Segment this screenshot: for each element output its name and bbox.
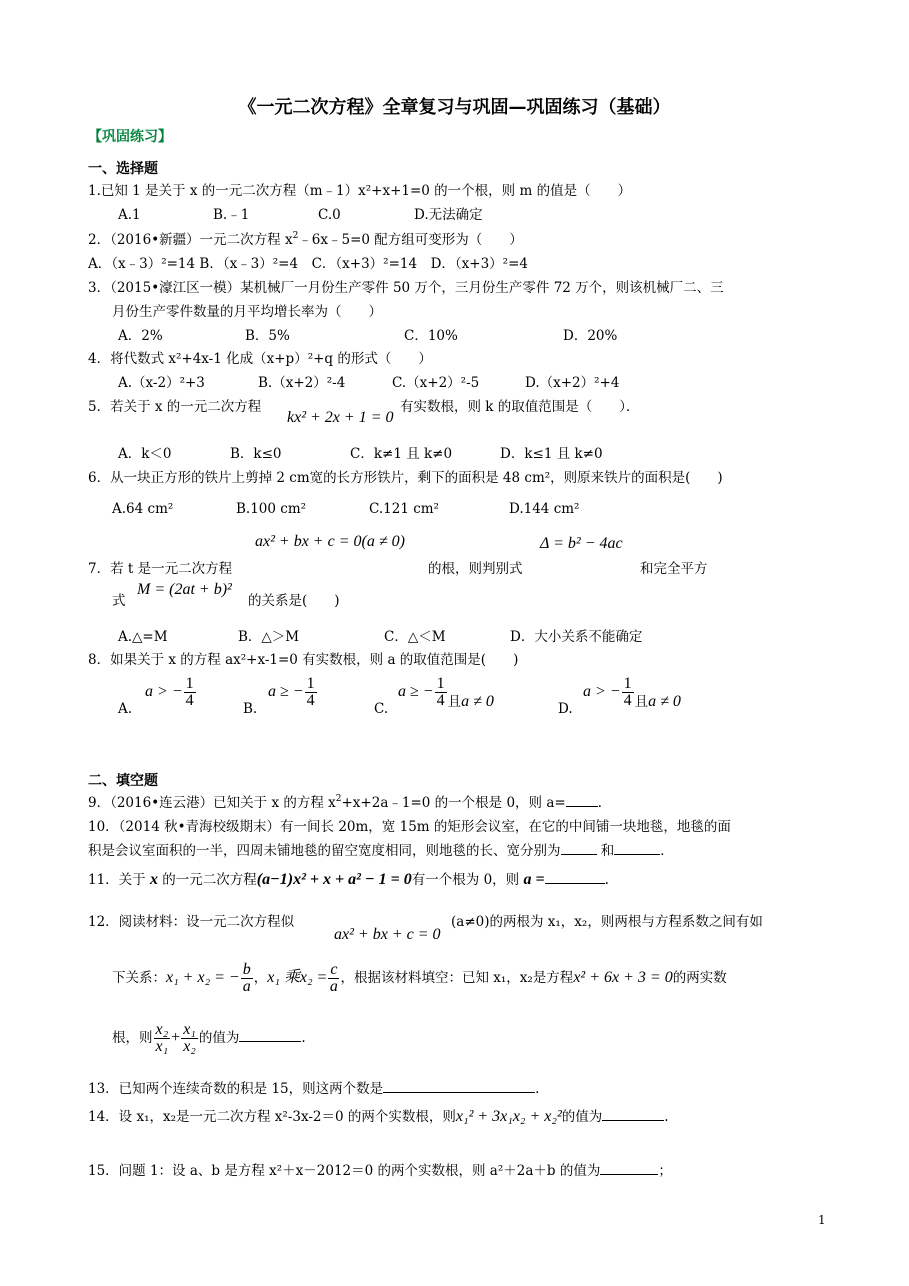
q8-option-a-math: a > − $\frac{1}{4}$: [145, 675, 194, 709]
question-5-post: 有实数根，则 k 的取值范围是（ ）．: [400, 399, 640, 415]
q14-answer-blank[interactable]: [602, 1108, 664, 1121]
q5-equation: kx² + 2x + 1 = 0: [287, 409, 394, 426]
q15-answer-blank[interactable]: [600, 1162, 658, 1175]
q10-answer-blank-length[interactable]: [561, 842, 597, 855]
question-8-stem: 8．如果关于 x 的方程 ax²+x-1=0 有实数根，则 a 的取值范围是( ): [88, 652, 519, 668]
question-10-line1: 10．（2014 秋•青海校级期末）有一间长 20m，宽 15m 的矩形会议室，在它的中间铺一块地毯，地毯的面: [88, 819, 731, 835]
q4-option-c: C.（x+2）²-5: [392, 375, 480, 391]
q8-option-a-label: A.: [118, 701, 133, 717]
q4-option-a: A.（x-2）²+3: [118, 375, 205, 391]
q11-equation: (a−1)x² + x + a² − 1 = 0: [256, 871, 412, 888]
question-7-line2-pre: 式: [112, 593, 126, 609]
question-5-pre: 5．若关于 x 的一元二次方程: [88, 399, 262, 415]
question-12-post: (a≠0)的两根为 x₁，x₂，则两根与方程系数之间有如: [451, 914, 763, 930]
q8-option-b-label: B.: [243, 701, 258, 717]
q8-option-d-label: D.: [558, 701, 573, 717]
q9-answer-blank[interactable]: [566, 794, 598, 807]
q7-equation: ax² + bx + c = 0(a ≠ 0): [255, 533, 405, 550]
q11-answer-blank[interactable]: [545, 871, 605, 884]
q12-answer-blank[interactable]: [239, 1029, 301, 1042]
question-7-post: 和完全平方: [640, 561, 708, 577]
question-6-stem: 6．从一块正方形的铁片上剪掉 2 cm宽的长方形铁片，剩下的面积是 48 cm²，则原来铁片的面积是( ): [88, 470, 723, 486]
q5-option-d: D．k≤1 且 k≠0: [500, 446, 603, 462]
page-title: 《一元二次方程》全章复习与巩固—巩固练习（基础）: [238, 97, 671, 118]
q8-option-c-math: a ≥ − $\frac{1}{4}$ 且a ≠ 0: [398, 675, 494, 710]
question-4-stem: 4．将代数式 x²+4x-1 化成（x+p）²+q 的形式（ ）: [88, 351, 432, 367]
q1-option-b: B.﹣1: [213, 207, 250, 223]
question-14: 14．设 x₁，x₂是一元二次方程 x²-3x-2＝0 的两个实数根，则x₁² + 3x₁x₂ + x₂²的值为 .: [88, 1108, 669, 1125]
question-15: 15．问题 1：设 a、b 是方程 x²＋x－2012＝0 的两个实数根，则 a²＋2a＋b 的值为 ；: [88, 1163, 672, 1179]
page-number: 1: [818, 1213, 826, 1227]
q3-option-c: C．10%: [404, 328, 458, 344]
question-11: 11．关于 x 的一元二次方程(a−1)x² + x + a² − 1 = 0有一个根为 0，则 a = .: [88, 871, 609, 888]
q6-option-a: A.64 cm²: [112, 501, 174, 517]
q7-discriminant: Δ = b² − 4ac: [540, 535, 623, 552]
question-2-stem: 2．（2016•新疆）一元二次方程 $x^2﹣6x﹣5=0$ 配方组可变形为（ ）: [88, 231, 523, 248]
q10-answer-blank-width[interactable]: [614, 842, 660, 855]
q8-option-c-label: C.: [374, 701, 389, 717]
question-12-line3: 根，则 $\frac{\text{x₂}}{\text{x₁}}$ + $\frac{\text{x₁}}{\text{x₂}}$ 的值为 .: [112, 1021, 306, 1055]
question-3-line2: 月份生产零件数量的月平均增长率为（ ）: [112, 304, 382, 320]
q1-option-d: D.无法确定: [414, 207, 483, 223]
question-12-line2: 下关系：x₁ + x₂ = − $\frac{b}{a}$ ，x₁ 乘x₂ = $\frac{c}{a}$ ，根据该材料填空：已知 x₁，x₂是方程x² + 6x + 3 = 0的两实数: [112, 961, 727, 995]
q14-expression: x₁² + 3x₁x₂ + x₂²: [455, 1108, 562, 1125]
section-heading-fill: 二、填空题: [88, 773, 158, 789]
q7-option-d: D．大小关系不能确定: [510, 629, 643, 645]
question-7-line2-post: 的关系是( ): [248, 593, 340, 609]
section-heading-choice: 一、选择题: [88, 161, 158, 177]
q3-option-d: D．20%: [563, 328, 618, 344]
q7-option-c: C．△＜M: [384, 629, 446, 645]
q7-square-formula: M = (2at + b)²: [137, 581, 232, 598]
q4-option-b: B.（x+2）²-4: [258, 375, 346, 391]
q5-option-a: A．k＜0: [118, 446, 172, 462]
q1-option-a: A.1: [118, 207, 141, 223]
q1-option-c: C.0: [318, 207, 341, 223]
q2-options: A．（x﹣3）²=14 B．（x﹣3）²=4 C．（x+3）²=14 D．（x+3）²=4: [88, 256, 528, 272]
q8-option-b-math: a ≥ − $\frac{1}{4}$: [268, 675, 315, 709]
q7-option-b: B．△＞M: [238, 629, 300, 645]
section-tag: 【巩固练习】: [88, 129, 172, 145]
question-9: 9．（2016•连云港）已知关于 x 的方程 $x^2+x+2a﹣1=0$ 的一个根是 0，则 a= ．: [88, 794, 612, 811]
question-7-pre: 7．若 t 是一元二次方程: [88, 561, 233, 577]
q6-option-c: C.121 cm²: [369, 501, 439, 517]
question-7-mid: 的根，则判别式: [428, 561, 523, 577]
q6-option-b: B.100 cm²: [236, 501, 307, 517]
q3-option-b: B．5%: [245, 328, 290, 344]
question-3-line1: 3．（2015•濠江区一模）某机械厂一月份生产零件 50 万个，三月份生产零件 72 万个，则该机械厂二、三: [88, 280, 724, 296]
q7-option-a: A.△=M: [118, 629, 168, 645]
q12-equation: ax² + bx + c = 0: [334, 926, 441, 943]
q5-option-c: C．k≠1 且 k≠0: [350, 446, 453, 462]
question-1-stem: 1.已知 1 是关于 x 的一元二次方程（m﹣1）x²+x+1=0 的一个根，则 m 的值是（ ）: [88, 183, 632, 199]
q6-option-d: D.144 cm²: [509, 501, 580, 517]
question-12-pre: 12．阅读材料：设一元二次方程似: [88, 914, 295, 930]
q3-option-a: A．2%: [118, 328, 163, 344]
q4-option-d: D.（x+2）²+4: [525, 375, 620, 391]
q8-option-d-math: a > − $\frac{1}{4}$ 且a ≠ 0: [583, 675, 681, 710]
question-13: 13．已知两个连续奇数的积是 15，则这两个数是 .: [88, 1081, 540, 1097]
q13-answer-blank[interactable]: [383, 1080, 535, 1093]
q5-option-b: B．k≤0: [230, 446, 282, 462]
question-10-line2: 积是会议室面积的一半，四周未铺地毯的留空宽度相同，则地毯的长、宽分别为 和 ．: [88, 843, 674, 859]
